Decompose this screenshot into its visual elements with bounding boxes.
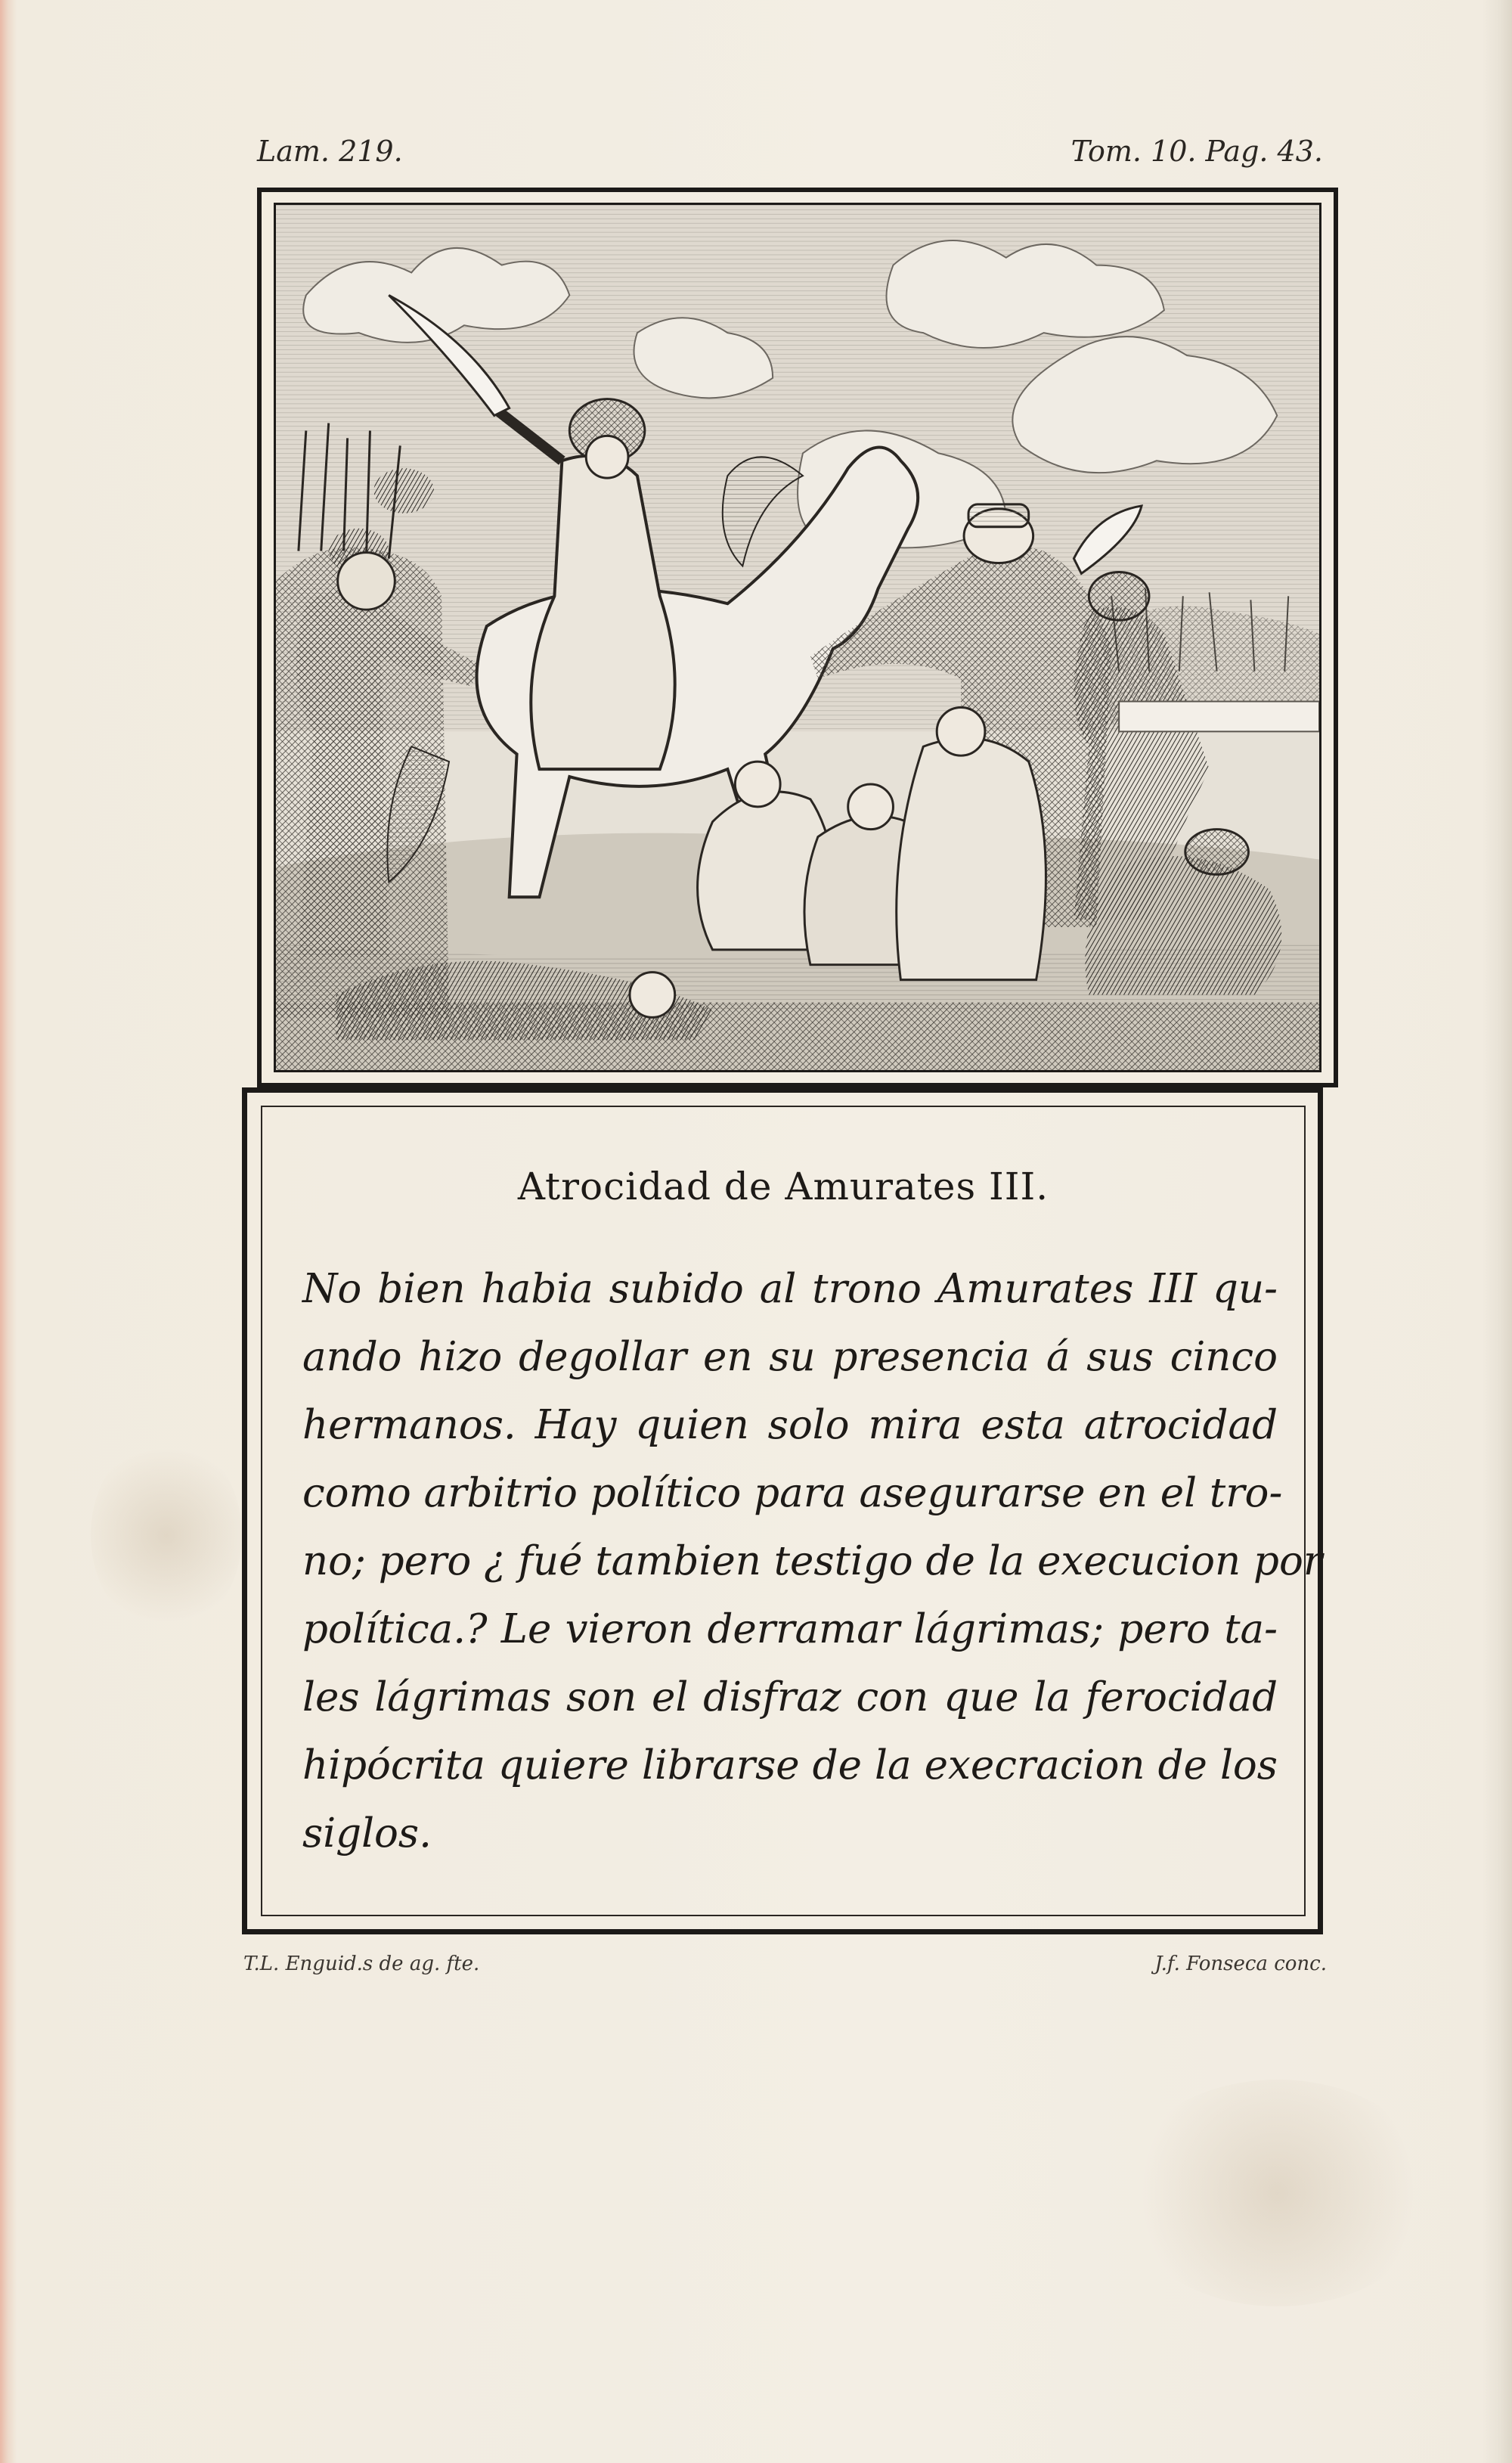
caption-line: hipócrita quiere librarse de la execracion de los — [302, 1742, 1278, 1788]
engraved-illustration — [274, 203, 1321, 1072]
caption-line: No bien habia subido al trono Amurates III qu- — [302, 1266, 1278, 1312]
paper-edge — [1482, 0, 1512, 2463]
foxing-spot — [91, 1437, 242, 1633]
volume-page-reference: Tom. 10. Pag. 43. — [1070, 135, 1323, 168]
foxing-spot — [1119, 2080, 1436, 2306]
caption-line: les lágrimas son el disfraz con que la ferocidad — [302, 1674, 1278, 1720]
caption-line: como arbitrio político para asegurarse en el tro- — [302, 1470, 1283, 1516]
caption-body — [302, 1255, 1323, 1868]
caption-line: siglos. — [302, 1810, 432, 1857]
engraver-credit-left: T.L. Enguid.s de ag. fte. — [243, 1953, 480, 1975]
engraver-credit-right: J.f. Fonseca conc. — [1154, 1953, 1327, 1975]
plate-number: Lam. 219. — [257, 135, 403, 168]
caption-line: hermanos. Hay quien solo mira esta atrocidad — [302, 1402, 1278, 1448]
caption-line: política.? Le vieron derramar lágrimas; pero ta- — [302, 1606, 1278, 1652]
caption-title: Atrocidad de Amurates III. — [517, 1165, 1049, 1208]
caption-line: ando hizo degollar en su presencia á sus cinco — [302, 1334, 1278, 1380]
caption-line: no; pero ¿ fué tambien testigo de la execucion por — [302, 1538, 1323, 1584]
